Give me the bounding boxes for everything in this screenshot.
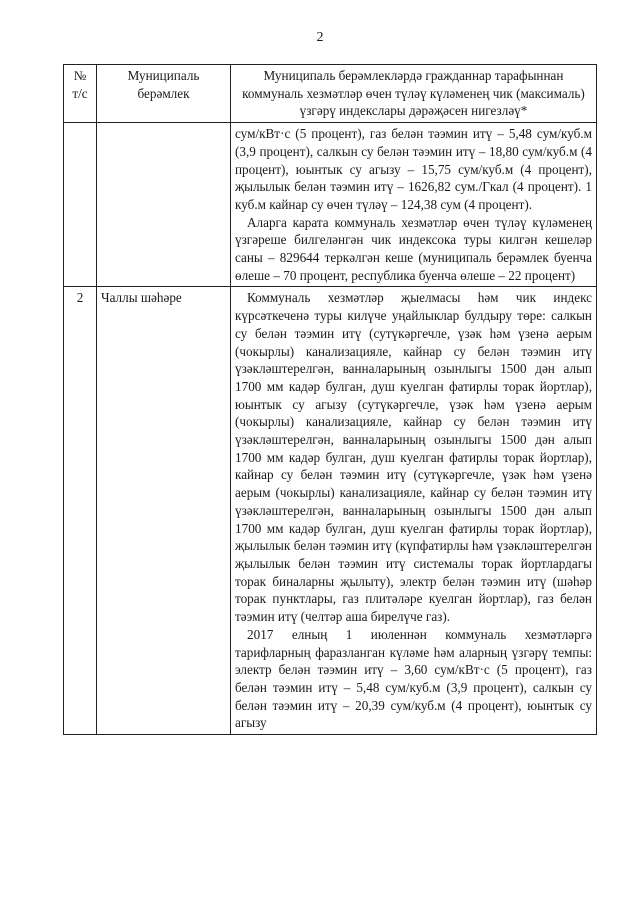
- row-municipality: Чаллы шәһәре: [97, 287, 231, 735]
- paragraph: Коммуналь хезмәтләр җыелмасы һәм чик индекс күрсәткеченә туры килүче уңайлыклар булдыру төре: салкын су белән тәэмин итү (сутүкәргечле, үзәк һәм үзенә аерым (чокырлы) канализацияле, кайнар су белән тәэмин итү үзәкләштерелгән, ванналарының озынлыгы 1500 дән алып 1700 мм кадәр булган, душ куелган фатирлы торак йортлар), юынтык су агызу (сутүкәргечле, үзәк һәм үзенә аерым (чокырлы) канализацияле, кайнар су белән тәэмин итү үзәкләштерелгән, ванналарының озынлыгы 1500 дән алып 1700 мм кадәр булган, душ куелган фатирлы торак йортлар), кайнар су белән тәэмин итү (сутүкәргечле, үзәк һәм үзенә аерым (чокырлы) канализацияле, кайнар су белән тәэмин итү үзәкләштерелгән, ванналарының озынлыгы 1500 дән алып 1700 мм кадәр булган, душ куелган фатирлы торак йортлар), җылылык белән тәэмин итү (күпфатирлы һәм үзәкләштерелгән җылылык белән тәэмин итү системалы торак йортлардагы торак биналарны җылыту), электр белән тәэмин итү (шәһәр торак пунктлары, газ плитәләре куелган йортлар), газ белән тәэмин итү (челтәр аша бирелүче газ).: [235, 290, 592, 625]
- table-header-row: [64, 65, 597, 123]
- paragraph: сум/кВт·с (5 процент), газ белән тәэмин итү – 5,48 сум/куб.м (3,9 процент), салкын су белән тәэмин итү – 18,80 сум/куб.м (4 процент), юынтык су агызу – 15,75 сум/куб.м (4 процент), җылылык белән тәэмин итү – 1626,82 сум./Гкал (4 процент). 1 куб.м кайнар су өчен түләү – 124,38 сум (4 процент).: [235, 126, 592, 212]
- row-justification: [231, 287, 597, 735]
- indices-table: [63, 64, 597, 735]
- header-number: № т/с: [64, 65, 97, 123]
- page-number: 2: [316, 30, 324, 45]
- row-justification: [231, 123, 597, 287]
- header-justification: Муниципаль берәмлекләрдә гражданнар тарафыннан коммуналь хезмәтләр өчен түләү күләменең чик (максималь) үзгәрү индекслары дәрәҗәсен нигезләү*: [231, 65, 597, 123]
- header-municipality: Муниципаль берәмлек: [97, 65, 231, 123]
- table-row: [64, 287, 597, 735]
- paragraph: 2017 елның 1 июленнән коммуналь хезмәтләргә тарифларның фаразланган күләме һәм аларның үзгәрү темпы: электр белән тәэмин итү – 3,60 сум/кВт·с (5 процент), газ белән тәэмин итү – 5,48 сум/куб.м (3,9 процент), салкын су белән тәэмин итү – 20,39 сум/куб.м (4 процент), юынтык су агызу: [235, 626, 592, 731]
- row-municipality: [97, 123, 231, 287]
- row-number: [64, 123, 97, 287]
- paragraph: Аларга карата коммуналь хезмәтләр өчен түләү күләменең үзгәреше билгеләнгән чик индексока туры килгән кешеләр саны – 829644 теркәлгән кеше (муниципаль берәмлек буенча өлеше – 70 процент, республика буенча өлеше – 22 процент): [235, 214, 592, 283]
- row-number: 2: [64, 287, 97, 735]
- table-row: [64, 123, 597, 287]
